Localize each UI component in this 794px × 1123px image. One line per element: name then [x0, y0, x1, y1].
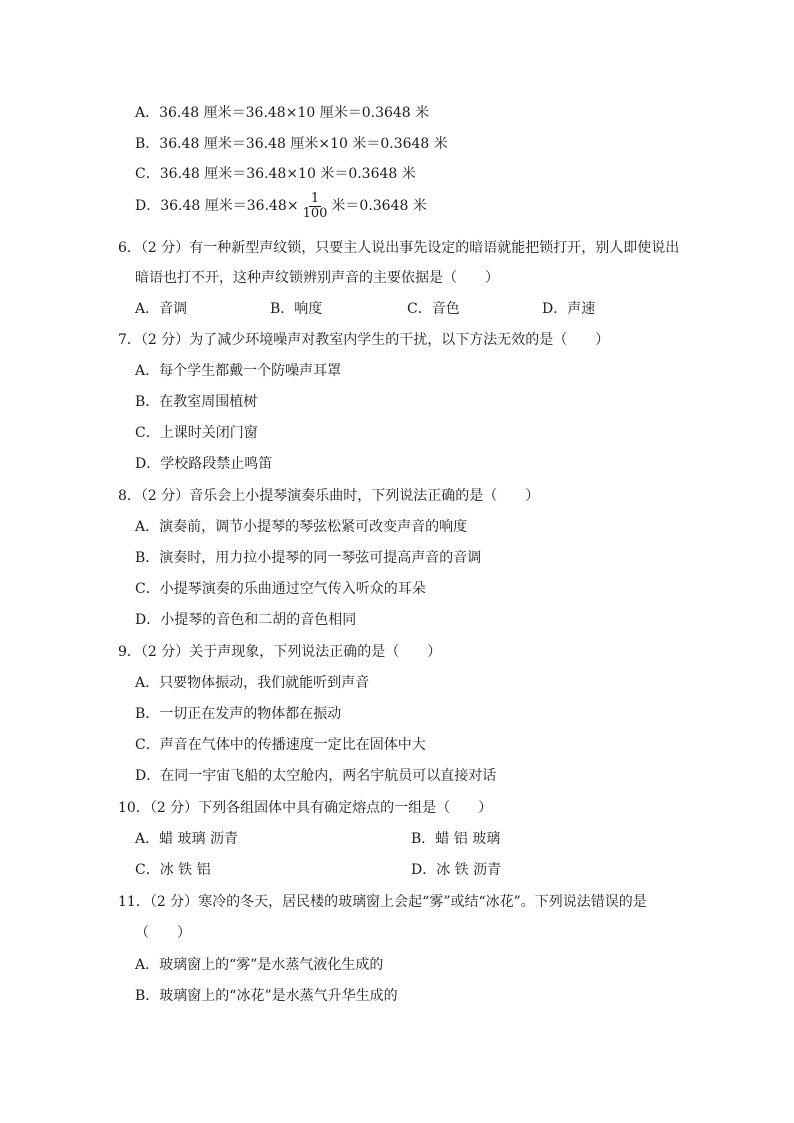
q5-option-d-suffix: 米＝0.3648 米 [331, 198, 427, 214]
q8-option-a: A．演奏前，调节小提琴的琴弦松紧可改变声音的响度 [135, 519, 468, 535]
q9-option-c: C．声音在气体中的传播速度一定比在固体中大 [135, 737, 426, 753]
fraction-numerator: 1 [310, 190, 320, 206]
q7-stem: 7．（2 分）为了减少环境噪声对教室内学生的干扰，以下方法无效的是（ ） [118, 332, 610, 348]
q10-option-c: C．冰 铁 铝 [135, 862, 211, 878]
q9-stem: 9．（2 分）关于声现象，下列说法正确的是（ ） [118, 644, 442, 660]
q11-option-b: B．玻璃窗上的“冰花”是水蒸气升华生成的 [135, 988, 398, 1004]
q10-option-a: A．蜡 玻璃 沥青 [135, 831, 239, 847]
q9-option-b: B．一切正在发声的物体都在振动 [135, 706, 342, 722]
fraction-denominator: 100 [302, 205, 328, 221]
q6-stem-line2: 暗语也打不开，这种声纹锁辨别声音的主要依据是（ ） [135, 270, 499, 286]
q8-option-c: C．小提琴演奏的乐曲通过空气传入听众的耳朵 [135, 581, 426, 597]
q6-option-a: A．音调 [135, 301, 188, 317]
q5-option-a: A．36.48 厘米＝36.48×10 厘米＝0.3648 米 [135, 105, 430, 121]
q10-option-d: D．冰 铁 沥青 [411, 862, 502, 878]
fraction [301, 192, 330, 221]
q6-options-row [135, 299, 615, 319]
q9-option-d: D．在同一宇宙飞船的太空舱内，两名宇航员可以直接对话 [135, 768, 497, 784]
q8-option-b: B．演奏时，用力拉小提琴的同一琴弦可提高声音的音调 [135, 550, 482, 566]
q5-option-b: B．36.48 厘米＝36.48 厘米×10 米＝0.3648 米 [135, 136, 448, 152]
q8-stem: 8．（2 分）音乐会上小提琴演奏乐曲时，下列说法正确的是（ ） [118, 488, 540, 504]
q6-option-d: D．声速 [542, 301, 596, 317]
q11-option-a: A．玻璃窗上的“雾”是水蒸气液化生成的 [135, 957, 384, 973]
q10-stem: 10．（2 分）下列各组固体中具有确定熔点的一组是（ ） [118, 800, 493, 816]
q7-option-b: B．在教室周围植树 [135, 394, 258, 410]
q5-option-d [135, 191, 427, 221]
q7-option-c: C．上课时关闭门窗 [135, 425, 258, 441]
q11-stem-line1: 11．（2 分）寒冷的冬天，居民楼的玻璃窗上会起“雾”或结“冰花”。下列说法错误的是 [118, 894, 647, 910]
q5-option-d-prefix: D．36.48 厘米＝36.48× [135, 198, 299, 214]
q7-option-a: A．每个学生都戴一个防噪声耳罩 [135, 363, 342, 379]
q5-option-c: C．36.48 厘米＝36.48×10 米＝0.3648 米 [135, 166, 416, 182]
q7-option-d: D．学校路段禁止鸣笛 [135, 456, 273, 472]
q9-option-a: A．只要物体振动，我们就能听到声音 [135, 675, 370, 691]
q11-stem-line2: （ ） [135, 925, 191, 941]
q8-option-d: D．小提琴的音色和二胡的音色相同 [135, 612, 357, 628]
q6-option-b: B．响度 [270, 301, 323, 317]
q10-option-b: B．蜡 铝 玻璃 [411, 831, 501, 847]
q6-option-c: C．音色 [407, 301, 460, 317]
q6-stem-line1: 6．（2 分）有一种新型声纹锁，只要主人说出事先设定的暗语就能把锁打开，别人即使说出 [118, 240, 680, 256]
